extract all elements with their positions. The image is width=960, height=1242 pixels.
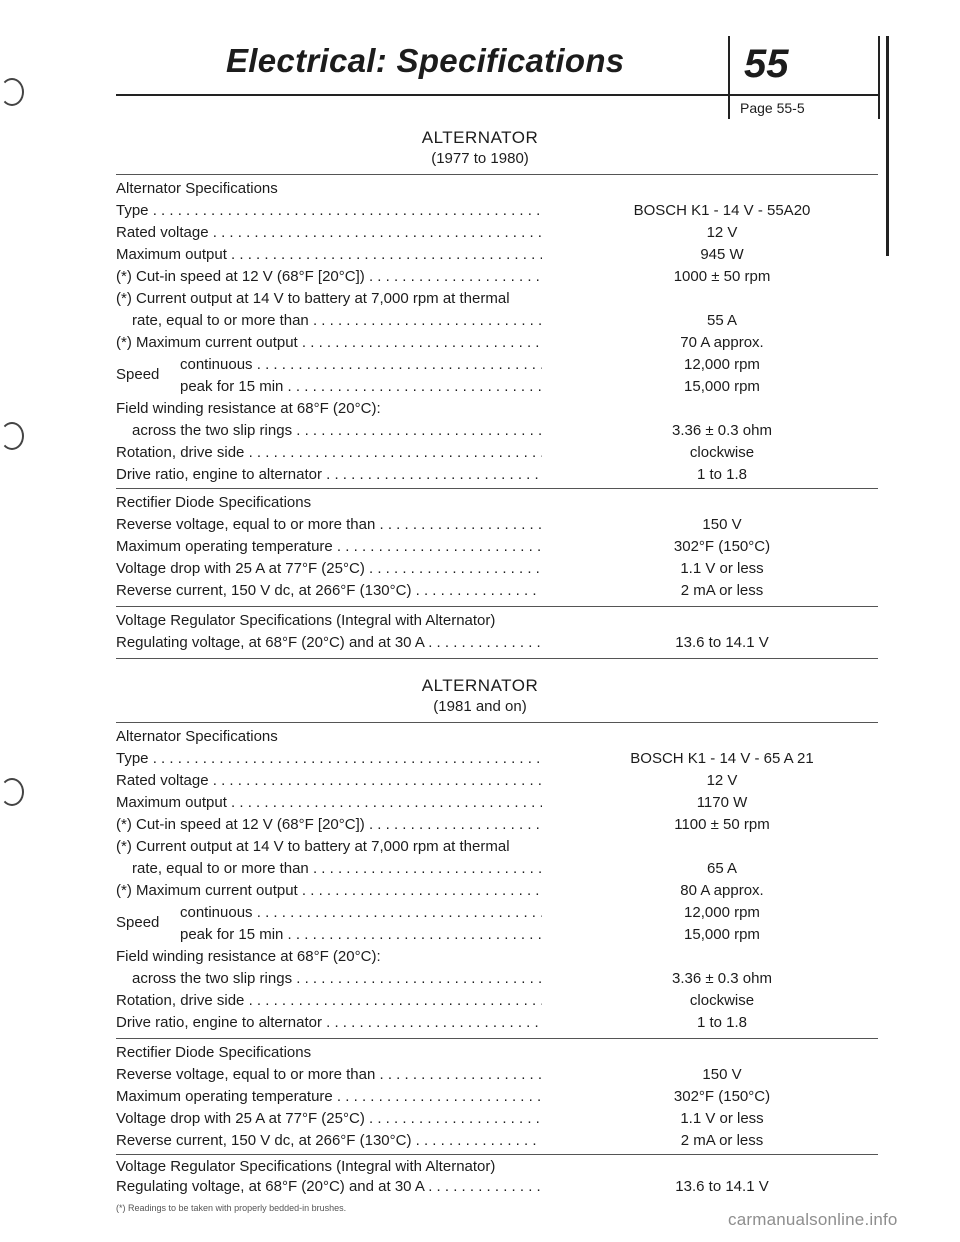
spec-value: 12,000 rpm <box>684 356 760 373</box>
spec-value: 945 W <box>700 246 744 263</box>
spec-value: 55 A <box>706 312 738 329</box>
spec-label: Maximum operating temperature . . . <box>116 538 542 555</box>
spec-value: 3.36 ± 0.3 ohm <box>672 970 772 987</box>
spec-row <box>116 582 876 604</box>
section-title: ALTERNATOR <box>421 676 539 695</box>
spec-row <box>116 992 876 1014</box>
spec-label: Maximum output . . . <box>116 246 542 263</box>
spec-label: rate, equal to or more than . . . <box>116 860 542 877</box>
group-heading: Alternator Specifications <box>116 180 278 197</box>
spec-value: 1.1 V or less <box>680 560 764 577</box>
spec-label: Reverse current, 150 V dc, at 266°F (130°C) . . . <box>116 1132 542 1149</box>
spec-value: 12,000 rpm <box>684 904 760 921</box>
spec-row <box>116 538 876 560</box>
spec-value: 2 mA or less <box>680 582 764 599</box>
spec-label: across the two slip rings . . . <box>116 422 542 439</box>
spec-row <box>116 466 876 488</box>
spec-value: 13.6 to 14.1 V <box>675 1178 769 1195</box>
divider <box>116 606 878 607</box>
spec-label: Regulating voltage, at 68°F (20°C) and at 30 A . . . <box>116 1178 542 1195</box>
spec-label: Type . . . <box>116 750 542 767</box>
spec-row <box>116 904 876 926</box>
binder-hole-icon <box>0 778 24 806</box>
spec-row <box>116 268 876 290</box>
spec-value: 2 mA or less <box>680 1132 764 1149</box>
footnote: (*) Readings to be taken with properly bedded-in brushes. <box>116 1203 347 1213</box>
spec-value: 302°F (150°C) <box>673 538 771 555</box>
spec-row <box>116 202 876 224</box>
spec-value: 70 A approx. <box>680 334 764 351</box>
spec-value: 15,000 rpm <box>684 378 760 395</box>
spec-row <box>116 224 876 246</box>
spec-label: Type . . . <box>116 202 542 219</box>
spec-label: (*) Maximum current output . . . <box>116 882 542 899</box>
binder-hole-icon <box>0 78 24 106</box>
spec-label: Rated voltage . . . <box>116 772 542 789</box>
page-title: Electrical: Specifications <box>226 42 625 79</box>
spec-value: 12 V <box>706 224 738 241</box>
group-heading: Voltage Regulator Specifications (Integral with Alternator) <box>116 612 496 629</box>
section-title: ALTERNATOR <box>421 128 539 147</box>
group-heading: Alternator Specifications <box>116 728 278 745</box>
spec-row <box>116 882 876 904</box>
speed-label: Speed <box>116 366 160 383</box>
spec-label: Regulating voltage, at 68°F (20°C) and at 30 A . . . <box>116 634 542 651</box>
spec-label: Maximum operating temperature . . . <box>116 1088 542 1105</box>
spec-row <box>116 750 876 772</box>
spec-label: (*) Current output at 14 V to battery at 7,000 rpm at thermal <box>116 838 510 855</box>
spec-label: Reverse voltage, equal to or more than . . . <box>116 1066 542 1083</box>
spec-value: 12 V <box>706 772 738 789</box>
binder-hole-icon <box>0 422 24 450</box>
spec-label: Rotation, drive side . . . <box>116 992 542 1009</box>
spec-value: 150 V <box>702 516 742 533</box>
spec-row <box>116 400 876 422</box>
spec-label: Drive ratio, engine to alternator . . . <box>116 1014 542 1031</box>
spec-row <box>116 378 876 400</box>
spec-row <box>116 1088 876 1110</box>
spec-row <box>116 560 876 582</box>
spec-label: Field winding resistance at 68°F (20°C): <box>116 400 381 417</box>
spec-value: 1 to 1.8 <box>696 1014 748 1031</box>
spec-value: BOSCH K1 - 14 V - 65 A 21 <box>630 750 814 767</box>
divider <box>116 174 878 175</box>
spec-label: rate, equal to or more than . . . <box>116 312 542 329</box>
spec-label: peak for 15 min . . . <box>116 378 542 395</box>
spec-label: (*) Current output at 14 V to battery at 7,000 rpm at thermal <box>116 290 510 307</box>
spec-label: (*) Cut-in speed at 12 V (68°F [20°C]) . . . <box>116 268 542 285</box>
spec-row <box>116 290 876 312</box>
spec-value: 80 A approx. <box>680 882 764 899</box>
spec-label: Reverse voltage, equal to or more than . . . <box>116 516 542 533</box>
spec-label: Field winding resistance at 68°F (20°C): <box>116 948 381 965</box>
spec-row <box>116 860 876 882</box>
spec-row <box>116 838 876 860</box>
spec-row <box>116 1014 876 1036</box>
group-heading: Rectifier Diode Specifications <box>116 494 312 511</box>
chapter-box <box>728 36 880 119</box>
spec-row <box>116 422 876 444</box>
spec-label: Rated voltage . . . <box>116 224 542 241</box>
spec-label: Voltage drop with 25 A at 77°F (25°C) . . . <box>116 1110 542 1127</box>
group-heading: Voltage Regulator Specifications (Integral with Alternator) <box>116 1158 496 1175</box>
spec-value: 150 V <box>702 1066 742 1083</box>
spec-row <box>116 312 876 334</box>
spec-value: 1100 ± 50 rpm <box>674 816 770 833</box>
divider <box>116 658 878 659</box>
spec-value: 65 A <box>706 860 738 877</box>
spec-label: Voltage drop with 25 A at 77°F (25°C) . . . <box>116 560 542 577</box>
speed-label: Speed <box>116 914 160 931</box>
spec-label: (*) Maximum current output . . . <box>116 334 542 351</box>
divider <box>116 1038 878 1039</box>
group-heading: Rectifier Diode Specifications <box>116 1044 312 1061</box>
spec-row <box>116 772 876 794</box>
spec-row <box>116 516 876 538</box>
section-years: (1977 to 1980) <box>431 150 529 167</box>
spec-label: across the two slip rings . . . <box>116 970 542 987</box>
spec-label: continuous . . . <box>116 904 542 921</box>
divider <box>116 722 878 723</box>
spec-value: 3.36 ± 0.3 ohm <box>672 422 772 439</box>
spec-value: clockwise <box>689 992 755 1009</box>
spec-value: 15,000 rpm <box>684 926 760 943</box>
spec-label: Rotation, drive side . . . <box>116 444 542 461</box>
divider <box>116 1154 878 1155</box>
divider <box>116 488 878 489</box>
spec-value: 302°F (150°C) <box>673 1088 771 1105</box>
spec-label: (*) Cut-in speed at 12 V (68°F [20°C]) . . . <box>116 816 542 833</box>
spec-label: continuous . . . <box>116 356 542 373</box>
spec-row <box>116 444 876 466</box>
spec-row <box>116 246 876 268</box>
spec-label: Reverse current, 150 V dc, at 266°F (130°C) . . . <box>116 582 542 599</box>
spec-label: Maximum output . . . <box>116 794 542 811</box>
watermark: carmanualsonline.info <box>728 1210 898 1229</box>
spec-value: 1 to 1.8 <box>696 466 748 483</box>
page-number: Page 55-5 <box>740 100 805 116</box>
spec-label: peak for 15 min . . . <box>116 926 542 943</box>
spec-row <box>116 356 876 378</box>
spec-row <box>116 816 876 838</box>
chapter-number: 55 <box>744 42 789 86</box>
spec-row <box>116 926 876 948</box>
spec-row <box>116 1178 876 1200</box>
spec-row <box>116 334 876 356</box>
spec-value: 1170 W <box>696 794 748 811</box>
spec-value: 1000 ± 50 rpm <box>673 268 771 285</box>
spec-value: BOSCH K1 - 14 V - 55A20 <box>633 202 811 219</box>
spec-row <box>116 634 876 656</box>
spec-value: clockwise <box>689 444 755 461</box>
spec-row <box>116 1066 876 1088</box>
spec-value: 13.6 to 14.1 V <box>675 634 769 651</box>
spec-row <box>116 1132 876 1154</box>
spec-label: Drive ratio, engine to alternator . . . <box>116 466 542 483</box>
spec-row <box>116 1110 876 1132</box>
section-years: (1981 and on) <box>433 698 527 715</box>
spec-row <box>116 970 876 992</box>
spec-row <box>116 794 876 816</box>
spec-row <box>116 948 876 970</box>
spec-value: 1.1 V or less <box>680 1110 764 1127</box>
